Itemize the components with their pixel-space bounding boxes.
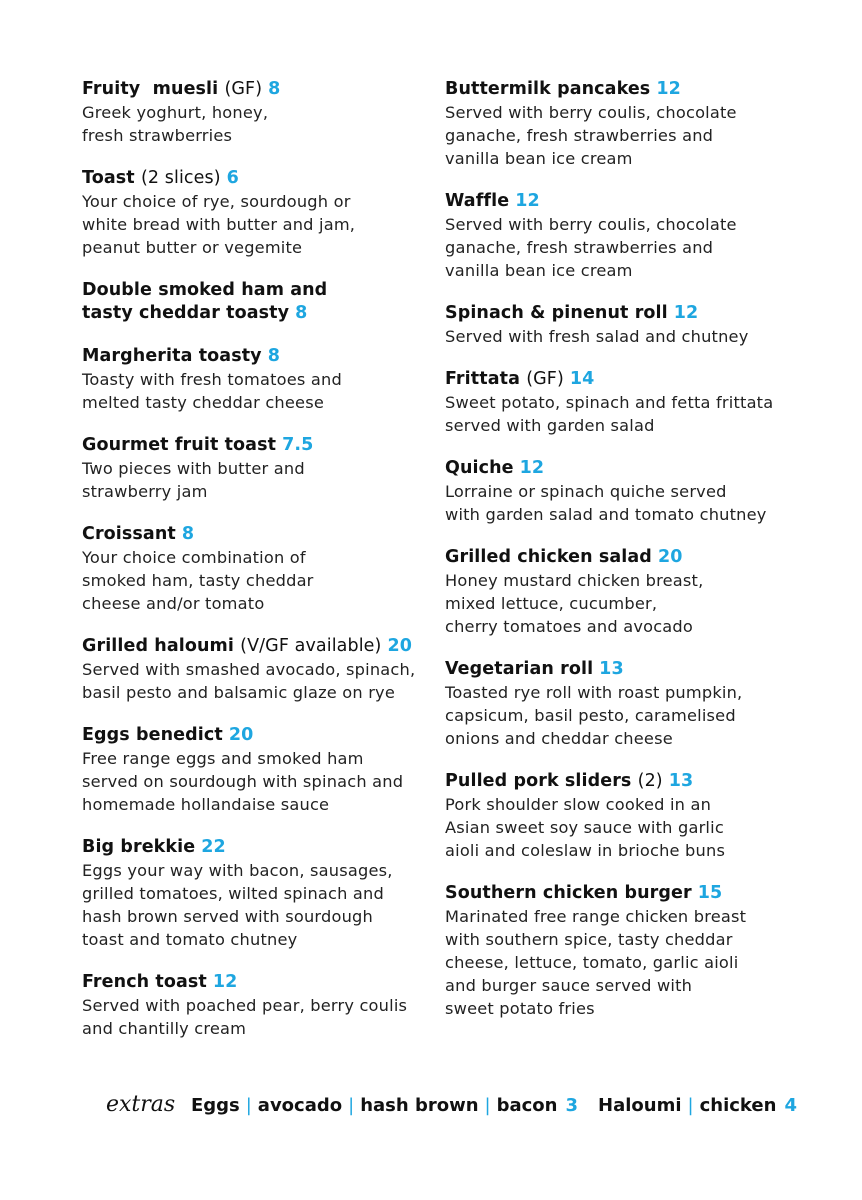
item-title [82, 434, 422, 457]
menu-item-gourmet-fruit-toast [82, 434, 422, 503]
item-name: Southern chicken burger [445, 883, 692, 903]
separator: | [348, 1095, 355, 1116]
item-price: 8 [267, 346, 280, 366]
menu-right-column [445, 78, 845, 1020]
item-name: Croissant [82, 524, 176, 544]
item-price: 6 [226, 168, 239, 188]
item-description: Served with berry coulis, chocolate ganache, fresh strawberries and vanilla bean ice cream [445, 103, 737, 168]
menu-item-grilled-chicken-salad [445, 546, 845, 638]
extras-price-2: 4 [784, 1095, 797, 1116]
item-price: 20 [387, 636, 413, 656]
menu-item-croissant [82, 523, 422, 615]
menu-item-grilled-haloumi [82, 635, 422, 704]
item-title [82, 523, 422, 546]
item-title [445, 770, 845, 793]
menu-left-column [82, 78, 422, 1040]
item-price: 20 [228, 725, 254, 745]
separator: | [687, 1095, 694, 1116]
item-name: Double smoked ham and [82, 280, 328, 300]
item-title [82, 724, 422, 747]
item-description: Free range eggs and smoked ham served on sourdough with spinach and homemade hollandaise sauce [82, 749, 404, 814]
menu-item-toast [82, 167, 422, 259]
item-price: 20 [657, 547, 683, 567]
extra-haloumi: Haloumi [598, 1095, 682, 1116]
item-price: 8 [181, 524, 195, 544]
item-name: Gourmet fruit toast [82, 435, 277, 455]
item-title [82, 971, 422, 994]
item-description: Two pieces with butter and strawberry jam [82, 459, 305, 501]
item-description: Toasty with fresh tomatoes and melted tasty cheddar cheese [82, 370, 342, 412]
item-note: (2) [637, 771, 663, 791]
extra-bacon: bacon [496, 1095, 558, 1116]
menu-item-big-brekkie [82, 836, 422, 951]
item-name: Eggs benedict [82, 725, 223, 745]
item-price: 15 [697, 883, 723, 903]
item-description: Honey mustard chicken breast, mixed lettuce, cucumber, cherry tomatoes and avocado [445, 571, 704, 636]
separator: | [484, 1095, 491, 1116]
separator: | [245, 1095, 252, 1116]
item-description: Marinated free range chicken breast with southern spice, tasty cheddar cheese, lettuce, tomato, garlic aioli and burger sauce served with sweet potato fries [445, 907, 747, 1018]
menu-item-eggs-benedict [82, 724, 422, 816]
item-name: Margherita toasty [82, 346, 262, 366]
item-title [445, 658, 845, 681]
extra-chicken: chicken [699, 1095, 777, 1116]
item-description: Served with berry coulis, chocolate ganache, fresh strawberries and vanilla bean ice cream [445, 215, 737, 280]
item-name: Waffle [445, 191, 510, 211]
item-title [82, 345, 422, 368]
item-price: 12 [673, 303, 699, 323]
item-description: Toasted rye roll with roast pumpkin, capsicum, basil pesto, caramelised onions and cheddar cheese [445, 683, 743, 748]
item-title [445, 368, 845, 391]
item-price: 12 [212, 972, 238, 992]
item-title [445, 546, 845, 569]
item-note: (GF) [224, 79, 263, 99]
item-title-line2 [82, 302, 422, 325]
item-price: 13 [668, 771, 694, 791]
item-title [82, 167, 422, 190]
item-name: tasty cheddar toasty [82, 303, 290, 323]
item-name: Pulled pork sliders [445, 771, 632, 791]
item-price: 13 [599, 659, 624, 679]
item-price: 14 [569, 369, 595, 389]
item-description: Eggs your way with bacon, sausages, grilled tomatoes, wilted spinach and hash brown served with sourdough toast and tomato chutney [82, 861, 393, 949]
item-name: Toast [82, 168, 135, 188]
menu-item-margherita-toasty [82, 345, 422, 414]
item-name: Quiche [445, 458, 514, 478]
item-description: Lorraine or spinach quiche served with garden salad and tomato chutney [445, 482, 767, 524]
item-description: Served with smashed avocado, spinach, basil pesto and balsamic glaze on rye [82, 660, 416, 702]
item-title [82, 836, 422, 859]
item-description: Served with poached pear, berry coulis and chantilly cream [82, 996, 408, 1038]
menu-item-ham-cheddar-toasty [82, 279, 422, 325]
menu-item-fruity-muesli [82, 78, 422, 147]
item-price: 12 [656, 79, 681, 99]
item-title [445, 302, 845, 325]
menu-item-spinach-pinenut-roll [445, 302, 845, 348]
item-description: Your choice combination of smoked ham, tasty cheddar cheese and/or tomato [82, 548, 314, 613]
menu-item-southern-chicken-burger [445, 882, 845, 1020]
item-name: Spinach & pinenut roll [445, 303, 668, 323]
item-price: 8 [268, 79, 281, 99]
item-title [445, 78, 845, 101]
item-name: French toast [82, 972, 207, 992]
menu-item-vegetarian-roll [445, 658, 845, 750]
extras-price-1: 3 [565, 1095, 579, 1116]
item-name: Grilled haloumi [82, 636, 234, 656]
item-name: Buttermilk pancakes [445, 79, 651, 99]
item-title [445, 190, 845, 213]
menu-item-buttermilk-pancakes [445, 78, 845, 170]
extra-eggs: Eggs [190, 1095, 240, 1116]
item-note: (GF) [526, 369, 564, 389]
item-name: Frittata [445, 369, 520, 389]
item-price: 12 [519, 458, 545, 478]
item-title [445, 882, 845, 905]
item-description: Your choice of rye, sourdough or white bread with butter and jam, peanut butter or vegemite [82, 192, 356, 257]
item-name: Fruity muesli [82, 79, 219, 99]
item-note: (2 slices) [140, 168, 221, 188]
extras-line [106, 1092, 826, 1119]
item-price: 7.5 [282, 435, 314, 455]
menu-item-pulled-pork-sliders [445, 770, 845, 862]
extra-avocado: avocado [257, 1095, 343, 1116]
item-title [82, 78, 422, 101]
extras-label: extras [106, 1092, 176, 1117]
menu-item-waffle [445, 190, 845, 282]
item-name: Big brekkie [82, 837, 196, 857]
menu-item-frittata [445, 368, 845, 437]
item-price: 12 [515, 191, 540, 211]
item-description: Pork shoulder slow cooked in an Asian sweet soy sauce with garlic aioli and coleslaw in brioche buns [445, 795, 726, 860]
item-name: Vegetarian roll [445, 659, 594, 679]
item-title [82, 279, 422, 302]
item-name: Grilled chicken salad [445, 547, 652, 567]
menu-item-french-toast [82, 971, 422, 1040]
extra-hash-brown: hash brown [360, 1095, 479, 1116]
item-description: Sweet potato, spinach and fetta frittata served with garden salad [445, 393, 774, 435]
item-title [82, 635, 422, 658]
item-description: Served with fresh salad and chutney [445, 327, 749, 346]
item-note: (V/GF available) [240, 636, 382, 656]
item-price: 22 [201, 837, 226, 857]
item-price: 8 [295, 303, 308, 323]
item-description: Greek yoghurt, honey, fresh strawberries [82, 103, 269, 145]
item-title [445, 457, 845, 480]
menu-item-quiche [445, 457, 845, 526]
